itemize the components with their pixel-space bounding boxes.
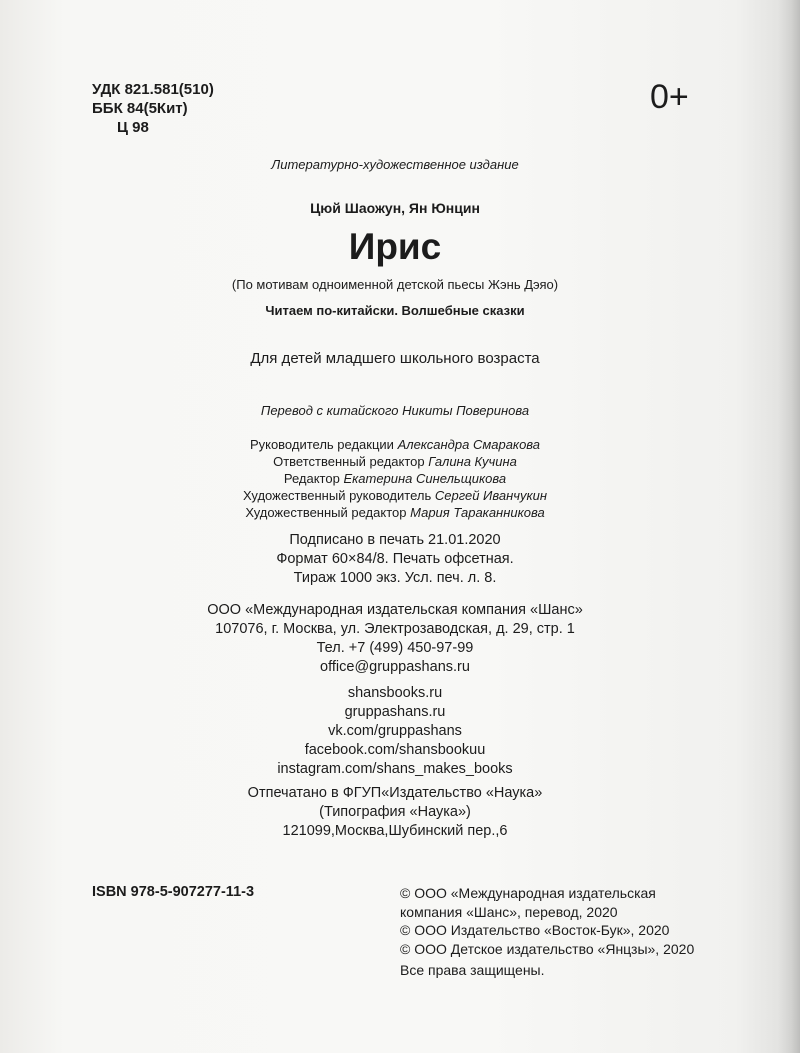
printer-line: 121099,Москва,Шубинский пер.,6 <box>282 823 508 839</box>
udk-block <box>92 80 214 137</box>
copyright-line: © ООО Издательство «Восток-Бук», 2020 <box>400 922 670 938</box>
copyright-line: компания «Шанс», перевод, 2020 <box>400 903 618 920</box>
printer-line: (Типография «Наука») <box>319 804 471 820</box>
credit-line: Художественный редактор Мария Тараканникова <box>245 505 545 520</box>
link-line: shansbooks.ru <box>347 685 443 701</box>
credit-line: Руководитель редакции Александра Смаракова <box>249 437 541 452</box>
translation-credit: Перевод с китайского Никиты Поверинова <box>260 403 530 418</box>
credit-line: Художественный руководитель Сергей Иванчукин <box>243 488 547 503</box>
publisher-line: Тел. +7 (499) 450-97-99 <box>316 640 474 656</box>
print-info <box>0 531 790 588</box>
publisher-line: ООО «Международная издательская компания «Шанс» <box>207 602 583 618</box>
copyright-line: Все права защищены. <box>400 962 545 978</box>
bbk-code: ББК 84(5Кит) <box>92 100 188 117</box>
web-links <box>0 684 790 779</box>
credit-line: Редактор Екатерина Синельщикова <box>283 471 507 486</box>
publisher-info <box>0 601 790 677</box>
credit-line: Ответственный редактор Галина Кучина <box>273 454 517 469</box>
printer-line: Отпечатано в ФГУП«Издательство «Наука» <box>247 785 543 801</box>
credits-list <box>0 436 790 521</box>
age-rating: 0+ <box>650 78 689 116</box>
print-info-line: Тираж 1000 экз. Усл. печ. л. 8. <box>293 570 497 586</box>
copyright-line: © ООО Детское издательство «Янцзы», 2020 <box>400 940 695 957</box>
isbn: ISBN 978-5-907277-11-3 <box>92 884 255 900</box>
printer-info <box>0 784 790 841</box>
link-line: facebook.com/shansbookuu <box>304 742 486 758</box>
copyright-line: © ООО «Международная издательская <box>400 885 656 901</box>
link-line: vk.com/gruppashans <box>328 723 462 739</box>
edition-type: Литературно-художественное издание <box>271 157 519 172</box>
audience: Для детей младшего школьного возраста <box>250 350 540 367</box>
book-title: Ирис <box>348 226 442 267</box>
link-line: instagram.com/shans_makes_books <box>277 761 513 777</box>
subtitle: (По мотивам одноименной детской пьесы Жэнь Дэяо) <box>231 277 559 292</box>
publisher-line: 107076, г. Москва, ул. Электрозаводская, д. 29, стр. 1 <box>215 621 575 637</box>
udk-code: УДК 821.581(510) <box>92 81 214 98</box>
series-name: Читаем по-китайски. Волшебные сказки <box>265 303 525 318</box>
publisher-line: office@gruppashans.ru <box>320 659 470 675</box>
copyright-block <box>400 884 694 980</box>
print-info-line: Подписано в печать 21.01.2020 <box>289 532 501 548</box>
author-mark: Ц 98 <box>117 119 149 136</box>
print-info-line: Формат 60×84/8. Печать офсетная. <box>276 551 514 567</box>
authors: Цюй Шаожун, Ян Юнцин <box>310 200 480 216</box>
link-line: gruppashans.ru <box>344 704 446 720</box>
